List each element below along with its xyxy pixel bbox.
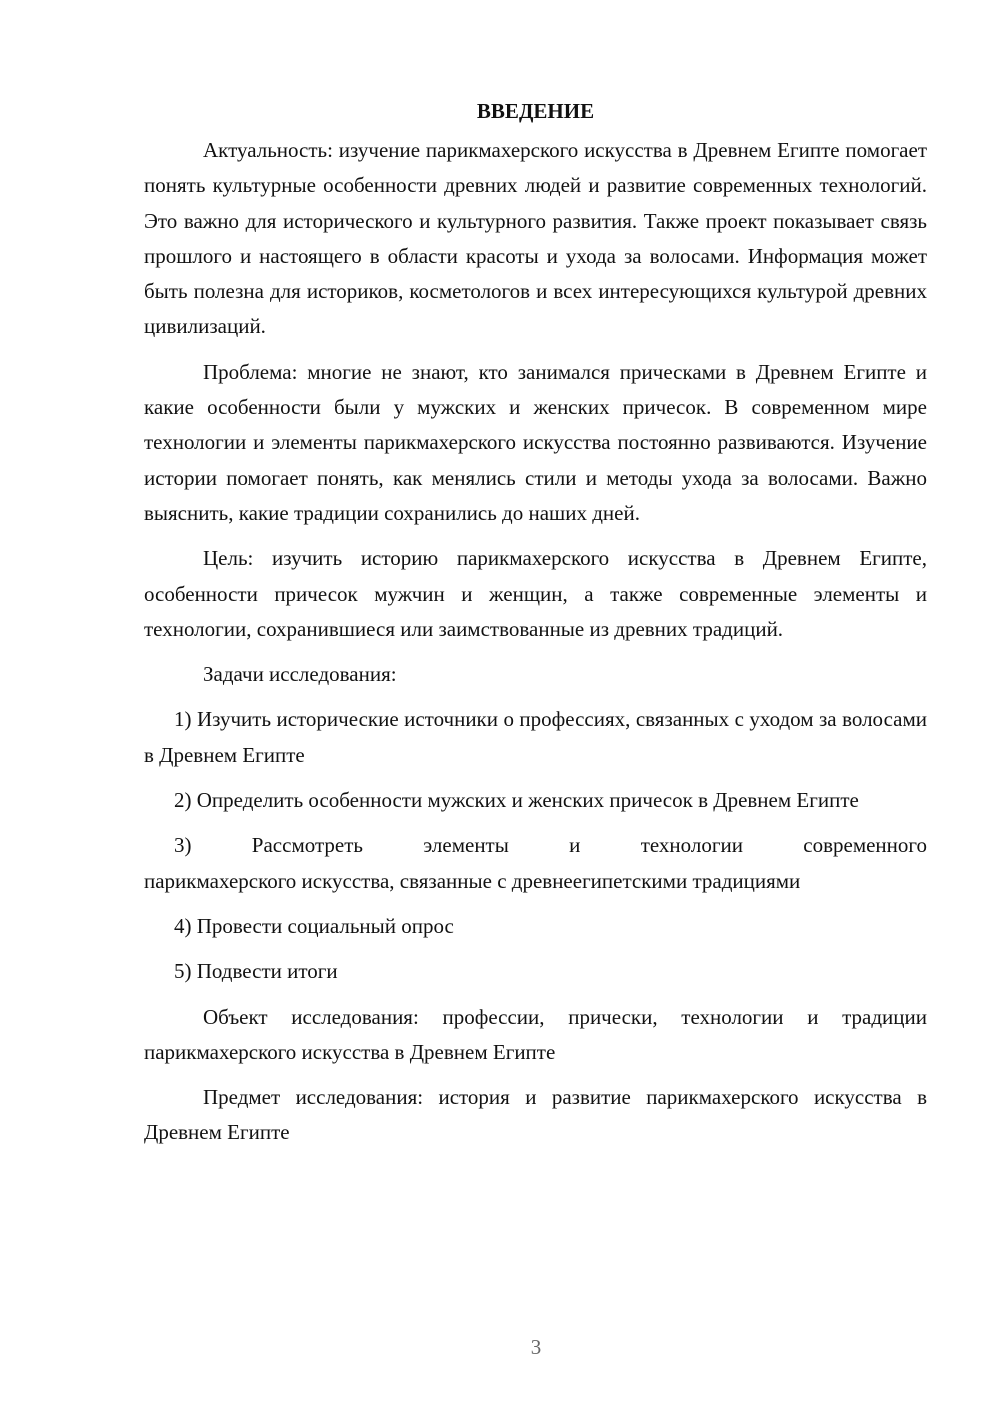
task-item-3: 3) Рассмотреть элементы и технологии современного [174,833,927,858]
task-item-5: 5) Подвести итоги [174,959,338,984]
tasks-heading: Задачи исследования: [203,662,397,687]
task-item-3-continuation: парикмахерского искусства, связанные с древнеегипетскими традициями [144,868,801,893]
goal-paragraph: Цель: изучить историю парикмахерского искусства в Древнем Египте, особенности причесок мужчин и женщин, а также современные элементы и технологии, сохранившиеся или заимствованные из древних традиций. [144,546,927,641]
task-item-2: 2) Определить особенности мужских и женских причесок в Древнем Египте [174,788,859,813]
subject-paragraph: Предмет исследования: история и развитие парикмахерского искусства в Древнем Египте [144,1085,927,1145]
section-title: ВВЕДЕНИЕ [476,99,595,123]
relevance-paragraph: Актуальность: изучение парикмахерского искусства в Древнем Египте помогает понять культурные особенности древних людей и развитие современных технологий. Это важно для исторического и культурного развития. Также проект показывает связь прошлого и настоящего в области красоты и ухода за волосами. Информация может быть полезна для историков, косметологов и всех интересующихся культурой древних цивилизаций. [144,138,927,339]
page-number-text: 3 [530,1335,542,1359]
page-content [144,94,927,1161]
page-number [0,1332,1000,1362]
object-paragraph: Объект исследования: профессии, прически, технологии и традиции парикмахерского искусства в Древнем Египте [144,1004,927,1064]
task-item-1: 1) Изучить исторические источники о профессиях, связанных с уходом за волосами в Древнем Египте [144,707,927,767]
task-item-4: 4) Провести социальный опрос [174,913,454,938]
problem-paragraph: Проблема: многие не знают, кто занимался прическами в Древнем Египте и какие особенности были у мужских и женских причесок. В современном мире технологии и элементы парикмахерского искусства постоянно развиваются. Изучение истории помогает понять, как менялись стили и методы ухода за волосами. Важно выяснить, какие традиции сохранились до наших дней. [144,359,927,525]
